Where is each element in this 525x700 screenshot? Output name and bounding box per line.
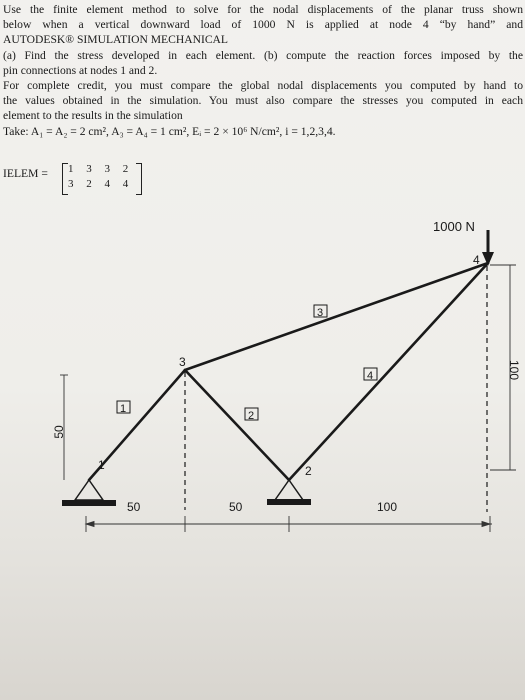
- statement-line: (a) Find the stress developed in each element. (b) compute the reaction forces imposed by the: [3, 48, 523, 62]
- element-label-2: 2: [248, 410, 255, 422]
- statement-line: For complete credit, you must compare the global nodal displacements you computed by hand to: [3, 79, 523, 93]
- node-label-3: 3: [179, 355, 186, 369]
- statement-line: pin connections at nodes 1 and 2.: [3, 63, 158, 77]
- horizontal-dimension: [86, 516, 492, 532]
- ielem-label: IELEM =: [3, 167, 48, 180]
- statement-line: below when a vertical downward load of 1000 N is applied at node 4 “by hand” and: [3, 18, 523, 32]
- matrix-row: 1 3 3 2: [68, 163, 134, 175]
- given-values: Take: A₁ = A₂ = 2 cm², A₃ = A₄ = 1 cm², Eᵢ = 2 × 10⁶ N/cm², i = 1,2,3,4.: [3, 124, 336, 138]
- load-arrow-icon: [482, 230, 494, 266]
- node-label-4: 4: [473, 253, 480, 267]
- dimension-label: 100: [377, 500, 398, 514]
- element-label-3: 3: [317, 307, 324, 319]
- statement-line: AUTODESK® SIMULATION MECHANICAL: [3, 33, 229, 47]
- member-3: [185, 263, 488, 370]
- member-2: [185, 370, 289, 480]
- statement-line: the values obtained in the simulation. You must also compare the stresses you computed in each: [3, 94, 523, 108]
- statement-line: Use the finite element method to solve for the nodal displacements of the planar truss shown: [3, 3, 523, 16]
- load-label: 1000 N: [433, 219, 475, 234]
- element-label-4: 4: [367, 370, 374, 382]
- matrix-row: 3 2 4 4: [68, 178, 134, 190]
- dimension-label: 50: [127, 500, 141, 514]
- dimension-label: 50: [229, 500, 243, 514]
- element-label-1: 1: [120, 403, 127, 415]
- pin-support-node-2: [267, 480, 311, 505]
- member-4: [289, 263, 488, 480]
- dimension-label-vertical: 100: [507, 359, 521, 381]
- node-label-1: 1: [98, 458, 105, 472]
- statement-line: element to the results in the simulation: [3, 109, 183, 123]
- dimension-label-vertical: 50: [52, 425, 66, 439]
- pin-support-node-1: [62, 480, 116, 506]
- node-label-2: 2: [305, 464, 312, 478]
